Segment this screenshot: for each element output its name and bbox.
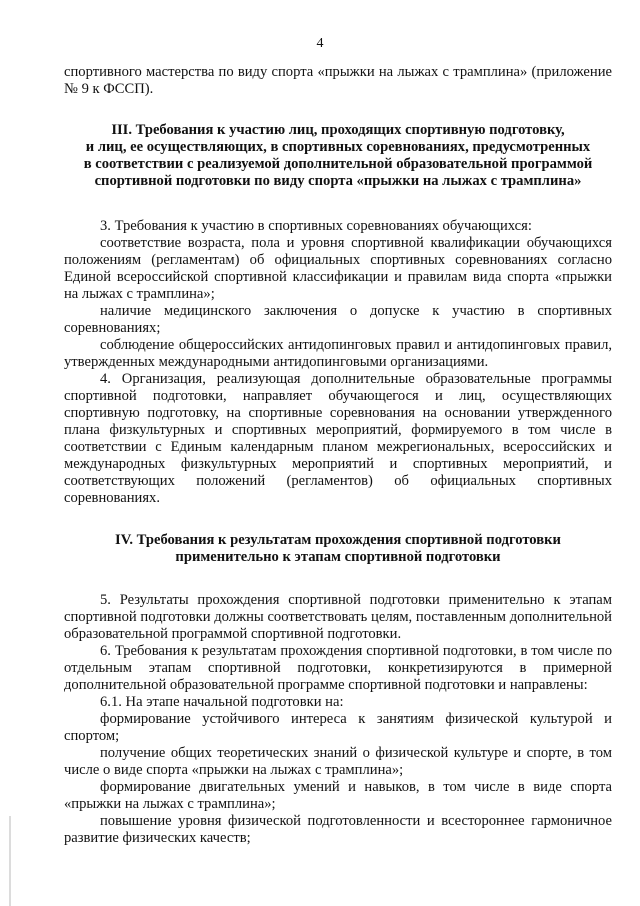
paragraph-4: 4. Организация, реализующая дополнительные образовательные программы спортивной подготовки, направляет обучающегося и лиц, осуществляющих спортивную подготовку, на спортивные соревнования на основании утвержденного плана физкультурных и спортивных мероприятий, формируемого в том числе в соответствии с Единым календарным планом межрегиональных, всероссийских и международных физкультурных мероприятий и спортивных мероприятий, и соответствующих положений (регламентов) об официальных спортивных соревнованиях. bbox=[64, 371, 612, 506]
heading-line: IV. Требования к результатам прохождения спортивной подготовки bbox=[115, 532, 561, 548]
page-number: 4 bbox=[316, 36, 324, 51]
heading-line: в соответствии с реализуемой дополнительной образовательной программой bbox=[83, 156, 593, 172]
paragraph-6: 6. Требования к результатам прохождения спортивной подготовки, в том числе по отдельным этапам спортивной подготовки, конкретизируются в примерной дополнительной образовательной программе спортивной подготовки и направлены: bbox=[64, 643, 612, 693]
heading-line: III. Требования к участию лиц, проходящих спортивную подготовку, bbox=[111, 122, 565, 138]
paragraph-continuation: спортивного мастерства по виду спорта «прыжки на лыжах с трамплина» (приложение № 9 к ФССП). bbox=[64, 64, 612, 97]
section-heading-iv bbox=[64, 532, 612, 566]
paragraph-6-1-item-knowledge: получение общих теоретических знаний о физической культуре и спорте, в том числе о виде спорта «прыжки на лыжах с трамплина»; bbox=[64, 745, 612, 778]
scan-edge-mark bbox=[9, 816, 11, 906]
paragraph-5: 5. Результаты прохождения спортивной подготовки применительно к этапам спортивной подготовки должны соответствовать целям, поставленным дополнительной образовательной программой спортивной подготовки. bbox=[64, 592, 612, 642]
heading-line: применительно к этапам спортивной подготовки bbox=[175, 549, 501, 565]
document-body bbox=[64, 64, 612, 847]
paragraph-3-item-antidoping: соблюдение общероссийских антидопинговых правил и антидопинговых правил, утвержденных международными антидопинговыми организациями. bbox=[64, 337, 612, 370]
paragraph-6-1-item-skills: формирование двигательных умений и навыков, в том числе в виде спорта «прыжки на лыжах с трамплина»; bbox=[64, 779, 612, 812]
heading-line: и лиц, ее осуществляющих, в спортивных соревнованиях, предусмотренных bbox=[85, 139, 591, 155]
paragraph-6-1-item-interest: формирование устойчивого интереса к занятиям физической культурой и спортом; bbox=[64, 711, 612, 744]
paragraph-6-1: 6.1. На этапе начальной подготовки на: bbox=[100, 694, 344, 710]
heading-line: спортивной подготовки по виду спорта «прыжки на лыжах с трамплина» bbox=[94, 173, 582, 189]
paragraph-3: 3. Требования к участию в спортивных соревнованиях обучающихся: bbox=[100, 218, 532, 234]
paragraph-3-item-age: соответствие возраста, пола и уровня спортивной квалификации обучающихся положениям (регламентам) об официальных спортивных соревнованиях согласно Единой всероссийской спортивной классификации и правилам вида спорта «прыжки на лыжах с трамплина»; bbox=[64, 235, 612, 302]
paragraph-6-1-item-fitness: повышение уровня физической подготовленности и всестороннее гармоничное развитие физических качеств; bbox=[64, 813, 612, 846]
section-heading-iii bbox=[64, 122, 612, 190]
paragraph-3-item-medical: наличие медицинского заключения о допуске к участию в спортивных соревнованиях; bbox=[64, 303, 612, 336]
